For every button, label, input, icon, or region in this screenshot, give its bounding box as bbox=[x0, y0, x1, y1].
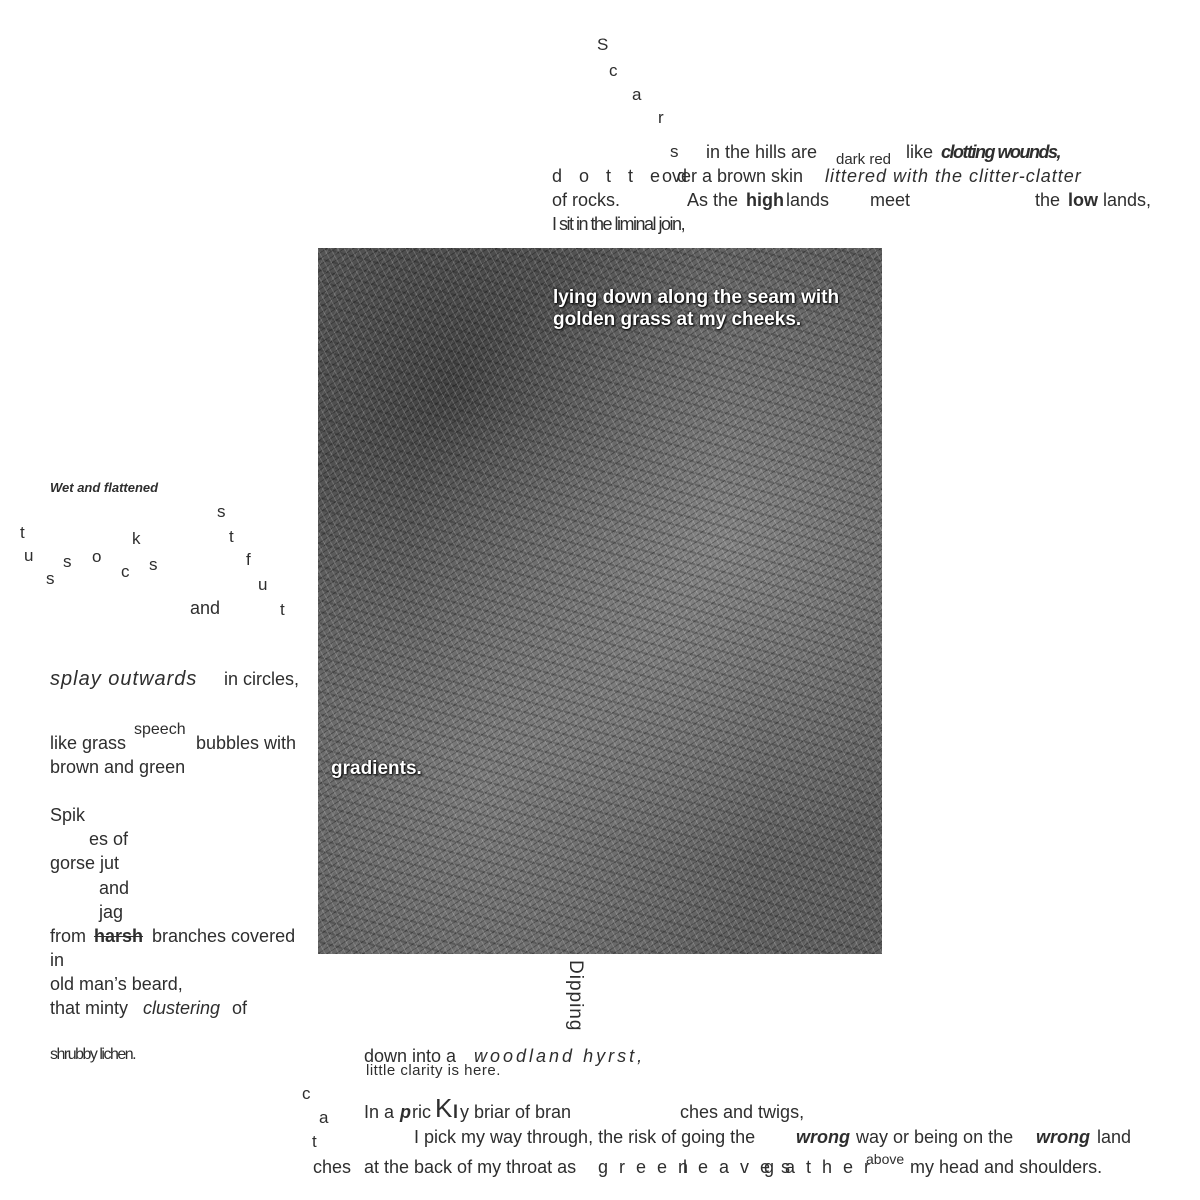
poem-text: over a brown skin bbox=[662, 166, 804, 186]
poem-text: Spik bbox=[50, 805, 86, 825]
poem-text: at the back of my throat as bbox=[364, 1157, 577, 1177]
poem-text: and bbox=[99, 878, 130, 898]
poem-text: like bbox=[906, 142, 934, 162]
poem-text-raised: above bbox=[866, 1151, 905, 1167]
scars-letter: s bbox=[670, 142, 679, 161]
poem-text: ric bbox=[412, 1102, 431, 1122]
poem-text: the bbox=[1035, 190, 1061, 210]
poem-text-condensed: I sit in the liminal join, bbox=[552, 214, 685, 234]
poem-text: bubbles with bbox=[196, 733, 297, 753]
poem-text: in circles, bbox=[224, 669, 300, 689]
poem-text-emphasis: p bbox=[400, 1102, 411, 1122]
poem-text: branches covered bbox=[152, 926, 296, 946]
poem-text-bold: high bbox=[746, 190, 784, 210]
poem-text: and bbox=[190, 598, 221, 618]
tussocks-letter: s bbox=[63, 552, 72, 571]
photo-caption-line: golden grass at my cheeks. bbox=[553, 308, 802, 330]
poem-text: like grass bbox=[50, 733, 127, 753]
poem-text-condensed: shrubby lichen. bbox=[50, 1046, 136, 1063]
tussocks-letter: u bbox=[24, 546, 34, 565]
poem-text: old man’s beard, bbox=[50, 974, 183, 994]
poem-text-italic: littered with the clitter-clatter bbox=[825, 166, 1082, 186]
stuft-letter: t bbox=[229, 527, 234, 546]
stuft-letter: s bbox=[217, 502, 226, 521]
grass-photo bbox=[318, 248, 882, 954]
stuft-letter: u bbox=[258, 575, 268, 594]
tussocks-letter: t bbox=[20, 523, 25, 542]
poem-text: from bbox=[50, 926, 86, 946]
poem-text: gorse jut bbox=[50, 853, 120, 873]
scars-letter: r bbox=[658, 108, 664, 127]
poem-text: In a bbox=[364, 1102, 395, 1122]
scars-letter: S bbox=[597, 35, 609, 54]
tussocks-letter: s bbox=[149, 555, 158, 574]
poem-text-small: dark red bbox=[836, 151, 892, 168]
poem-text: of rocks. bbox=[552, 190, 621, 210]
photo-caption bbox=[553, 287, 839, 331]
photo-caption-line: lying down along the seam with bbox=[553, 287, 840, 308]
poem-text: jag bbox=[99, 902, 124, 922]
poem-text: of bbox=[232, 998, 248, 1018]
poem-text-spaced: g a t h e r bbox=[764, 1157, 874, 1177]
poem-text: As the bbox=[687, 190, 739, 210]
poem-text-bold: l bbox=[453, 1102, 459, 1122]
poem-text: in the hills are bbox=[706, 142, 818, 162]
poem-text: I pick my way through, the risk of going the bbox=[414, 1127, 756, 1147]
poem-text-italic: clustering bbox=[143, 998, 221, 1018]
stuft-letter: t bbox=[280, 600, 285, 619]
scars-letter: a bbox=[632, 85, 642, 104]
poem-text: es of bbox=[89, 829, 129, 849]
stuft-letter: f bbox=[246, 550, 251, 569]
poem-text-small: little clarity is here. bbox=[366, 1062, 501, 1079]
poem-heading: Wet and flattened bbox=[50, 480, 159, 495]
photo-caption-gradients: gradients. bbox=[331, 758, 422, 779]
poem-text: way or being on the bbox=[856, 1127, 1014, 1147]
poem-text: my head and shoulders. bbox=[910, 1157, 1103, 1177]
poem-text: ches and twigs, bbox=[680, 1102, 805, 1122]
poem-text-emphasis: clotting wounds, bbox=[941, 142, 1060, 162]
poem-text: lands bbox=[786, 190, 830, 210]
tussocks-letter: s bbox=[46, 569, 55, 588]
poem-text: in bbox=[50, 950, 65, 970]
poem-text-spaced: g r e e n bbox=[598, 1157, 692, 1177]
tussocks-letter: k bbox=[132, 529, 141, 548]
tussocks-letter: o bbox=[92, 547, 102, 566]
scars-letter: c bbox=[609, 61, 618, 80]
poem-text: brown and green bbox=[50, 757, 186, 777]
tussocks-letter: c bbox=[121, 562, 130, 581]
catches-letter: a bbox=[319, 1108, 329, 1127]
poem-text-bold: low bbox=[1068, 190, 1098, 210]
poem-text: lands, bbox=[1103, 190, 1152, 210]
poem-text-raised: speech bbox=[134, 721, 186, 738]
poem-text: y briar of bran bbox=[460, 1102, 572, 1122]
poem-text-italic: splay outwards bbox=[50, 668, 198, 690]
poem-text-italic: woodland hyrst, bbox=[474, 1046, 646, 1066]
poem-text: land bbox=[1097, 1127, 1132, 1147]
catches-letter: ches bbox=[313, 1157, 352, 1177]
poem-text: down into a bbox=[364, 1046, 457, 1066]
poem-text: that minty bbox=[50, 998, 129, 1018]
poem-text-spaced: d o t t e d bbox=[552, 166, 694, 186]
poem-text-struck: harsh bbox=[94, 926, 144, 946]
poem-text-emphasis: wrong bbox=[1036, 1127, 1090, 1147]
dipping-vertical: Dipping bbox=[565, 960, 586, 1032]
poem-text-spaced: l e a v e s bbox=[683, 1157, 794, 1177]
poem-text-emphasis: wrong bbox=[796, 1127, 850, 1147]
poem-text-large: K bbox=[435, 1093, 453, 1123]
catches-letter: t bbox=[312, 1132, 317, 1151]
poem-text: meet bbox=[870, 190, 911, 210]
catches-letter: c bbox=[302, 1084, 311, 1103]
